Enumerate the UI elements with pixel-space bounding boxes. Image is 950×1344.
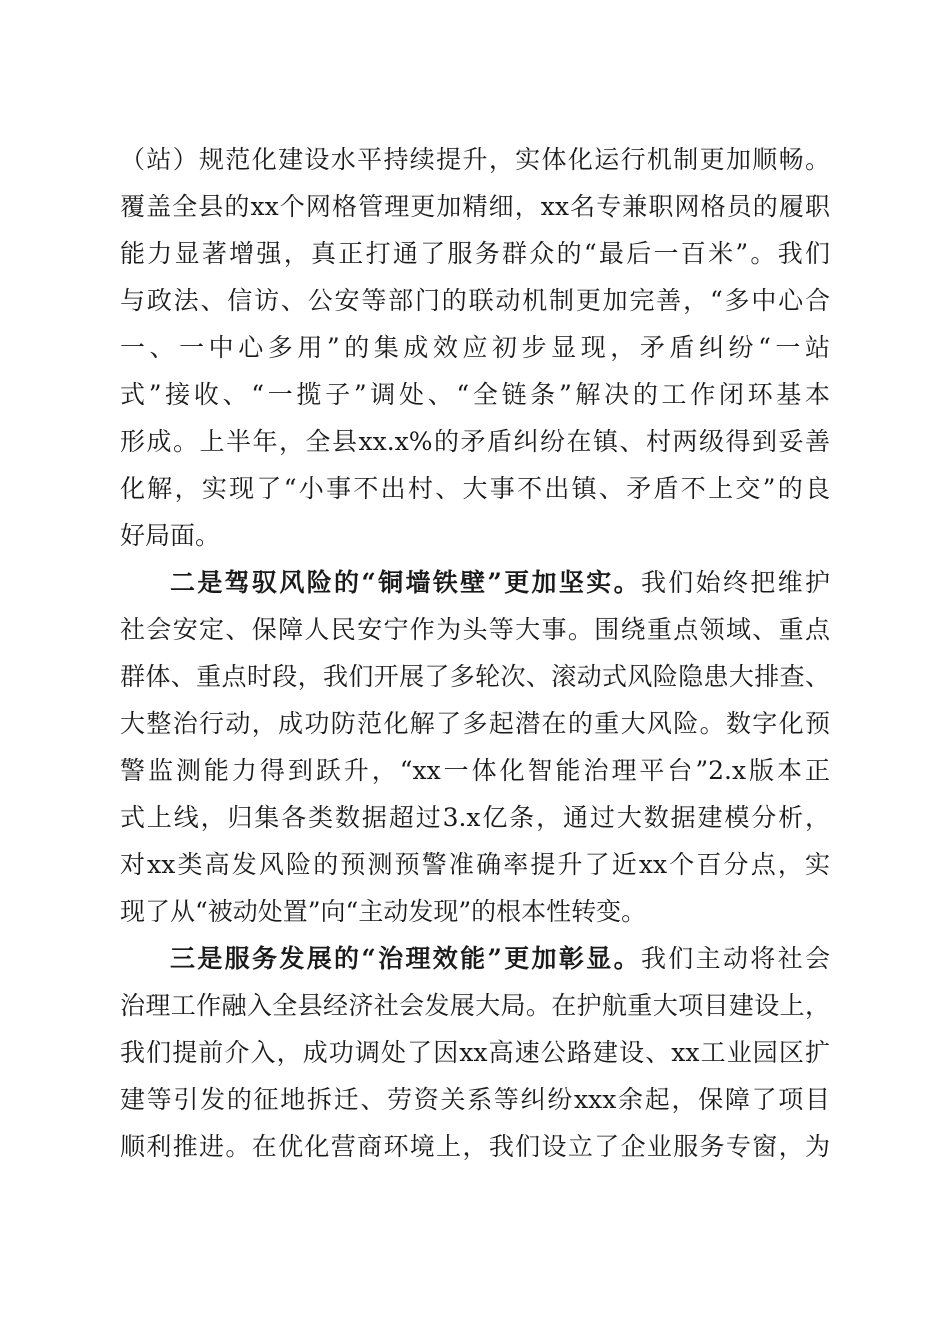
text-line: 大整治行动，成功防范化解了多起潜在的重大风险。数字化预 (120, 709, 830, 738)
text-span: 我们主动将社会 (640, 944, 830, 973)
text-line: （站）规范化建设水平持续提升，实体化运行机制更加顺畅。 (120, 145, 830, 174)
text-line: 现了从“被动处置”向“主动发现”的根本性转变。 (120, 897, 647, 926)
paragraph-first-line (170, 937, 830, 981)
text-line: 顺利推进。在优化营商环境上，我们设立了企业服务专窗，为 (120, 1132, 830, 1161)
text-line: 与政法、信访、公安等部门的联动机制更加完善，“多中心合 (120, 286, 830, 315)
text-line: 化解，实现了“小事不出村、大事不出镇、矛盾不上交”的良 (120, 474, 830, 503)
text-line: 覆盖全县的xx个网格管理更加精细，xx名专兼职网格员的履职 (120, 192, 830, 221)
section-heading: 三是服务发展的“治理效能”更加彰显。 (170, 944, 641, 973)
text-line: 一、一中心多用”的集成效应初步显现，矛盾纠纷“一站 (120, 333, 830, 362)
text-line: 建等引发的征地拆迁、劳资关系等纠纷xxx余起，保障了项目 (120, 1085, 830, 1114)
paragraph-first-line (170, 561, 830, 605)
text-line: 社会安定、保障人民安宁作为头等大事。围绕重点领域、重点 (120, 615, 830, 644)
text-line: 对xx类高发风险的预测预警准确率提升了近xx个百分点，实 (120, 850, 830, 879)
text-line: 式上线，归集各类数据超过3.x亿条，通过大数据建模分析， (120, 803, 830, 832)
text-line: 警监测能力得到跃升，“xx一体化智能治理平台”2.x版本正 (120, 756, 830, 785)
text-line: 群体、重点时段，我们开展了多轮次、滚动式风险隐患大排查、 (120, 662, 830, 691)
text-line: 形成。上半年，全县xx.x%的矛盾纠纷在镇、村两级得到妥善 (120, 427, 830, 456)
text-line: 我们提前介入，成功调处了因xx高速公路建设、xx工业园区扩 (120, 1038, 830, 1067)
text-line: 式”接收、“一揽子”调处、“全链条”解决的工作闭环基本 (120, 380, 830, 409)
section-heading: 二是驾驭风险的“铜墙铁壁”更加坚实。 (170, 568, 641, 597)
text-line: 治理工作融入全县经济社会发展大局。在护航重大项目建设上， (120, 991, 830, 1020)
text-line: 好局面。 (120, 521, 221, 550)
text-line: 能力显著增强，真正打通了服务群众的“最后一百米”。我们 (120, 239, 830, 268)
text-span: 我们始终把维护 (640, 568, 830, 597)
